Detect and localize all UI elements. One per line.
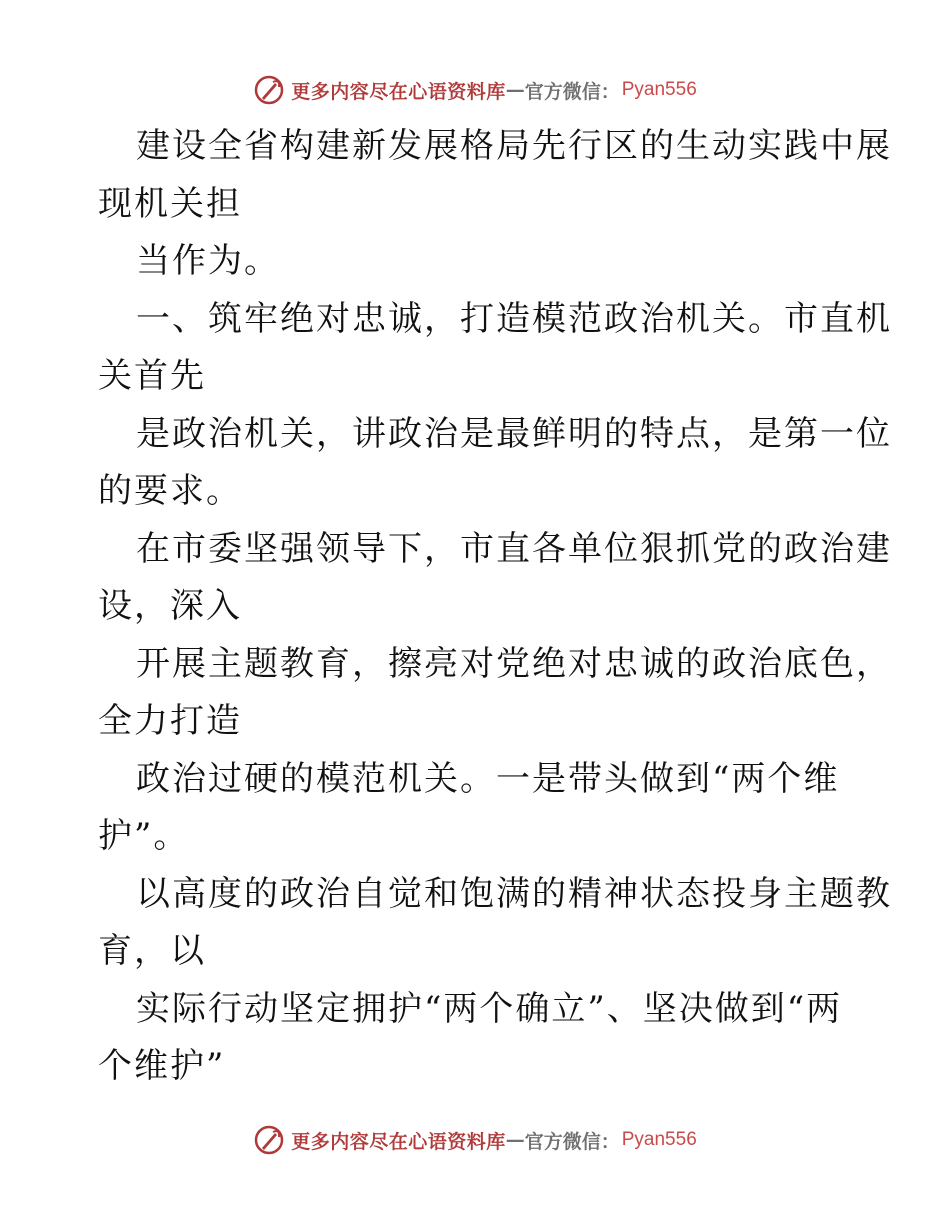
paragraph-line: 个维护”: [98, 1046, 226, 1086]
header-banner: [0, 70, 950, 110]
banner-contact-id: Pyan556: [621, 79, 697, 100]
banner-contact-id: Pyan556: [621, 1129, 697, 1150]
banner-contact-label: 官方微信：: [524, 1130, 620, 1153]
paragraph-line: 实际行动坚定拥护“两个确立”、坚决做到“两: [136, 988, 843, 1029]
banner-dash: —: [505, 79, 525, 101]
banner-title: 更多内容尽在心语资料库: [291, 1130, 506, 1153]
quill-pen-logo-icon: [253, 74, 285, 106]
paragraph-line: 关首先: [98, 356, 206, 396]
banner-title: 更多内容尽在心语资料库: [291, 80, 506, 103]
paragraph-line: 开展主题教育，擦亮对党绝对忠诚的政治底色，: [136, 643, 892, 684]
paragraph-line: 政治过硬的模范机关。一是带头做到“两个维: [136, 758, 840, 799]
paragraph-line: 以高度的政治自觉和饱满的精神状态投身主题教: [136, 873, 892, 914]
paragraph-line: 护”。: [98, 816, 190, 856]
paragraph-line: 的要求。: [98, 471, 242, 511]
paragraph-line: 在市委坚强领导下，市直各单位狠抓党的政治建: [136, 528, 892, 569]
paragraph-line: 一、筑牢绝对忠诚，打造模范政治机关。市直机: [136, 298, 892, 339]
paragraph-line: 现机关担: [98, 183, 242, 224]
paragraph-line: 全力打造: [98, 701, 242, 741]
banner-contact-label: 官方微信：: [524, 80, 620, 103]
paragraph-line: 育，以: [98, 931, 206, 971]
paragraph-line: 是政治机关，讲政治是最鲜明的特点，是第一位: [136, 413, 892, 454]
document-body: [98, 118, 892, 1096]
paragraph-line: 设，深入: [98, 586, 242, 626]
banner-dash: —: [505, 1129, 525, 1151]
quill-pen-logo-icon: [253, 1124, 285, 1156]
paragraph-line: 当作为。: [136, 241, 280, 281]
footer-banner: [0, 1120, 950, 1160]
paragraph-line: 建设全省构建新发展格局先行区的生动实践中展: [136, 126, 892, 166]
